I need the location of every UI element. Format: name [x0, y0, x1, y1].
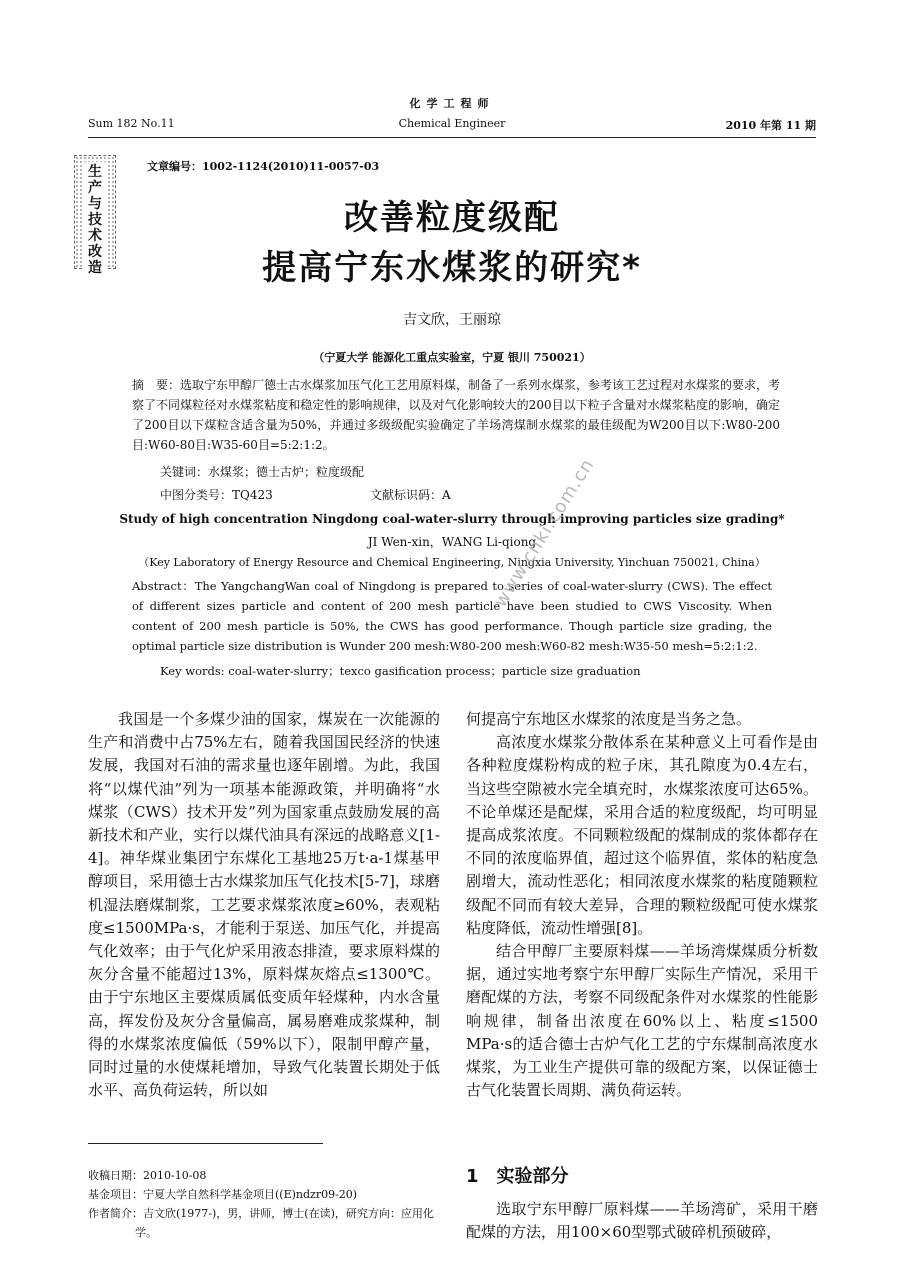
abstract-cn: 摘 要：选取宁东甲醇厂德士古水煤浆加压气化工艺用原料煤，制备了一系列水煤浆，参考该工艺过程对水煤浆的要求，考察了不同煤粒径对水煤浆粘度和稳定性的影响规律，以及对气化影响较大的200目以下粒子含量对水煤浆粘度的影响，确定了200目以下煤粒含适含量为50%，并通过多级级配实验确定了羊场湾煤制水煤浆的最佳级配为W200目以下:W80-200目:W60-80目:W35-60目=5:2:1:2。 — [132, 378, 781, 452]
body-column-right-continued — [466, 1198, 818, 1244]
classification-row — [160, 486, 451, 503]
paragraph: 选取宁东甲醇厂原料煤——羊场湾矿，采用干磨配煤的方法，用100×60型鄂式破碎机预破碎， — [466, 1200, 818, 1242]
journal-name-en: Chemical Engineer — [398, 117, 506, 130]
fund-project: 基金项目：宁夏大学自然科学基金项目((E)ndzr09-20) — [88, 1188, 358, 1201]
title-en: Study of high concentration Ningdong coal-water-slurry through improving particles size grading* — [119, 512, 785, 526]
paragraph: 结合甲醇厂主要原料煤——羊场湾煤煤质分析数据，通过实地考察宁东甲醇厂实际生产情况，采用干磨配煤的方法，考察不同级配条件对水煤浆的性能影响规律，制备出浓度在60%以上、粘度≤1500 MPa·s的适合德士古炉气化工艺的宁东煤制高浓度水煤浆，为工业生产提供可靠的级配方案，以保证德士古气化装置长周期、满负荷运转。 — [466, 942, 818, 1100]
affiliation: （宁夏大学 能源化工重点实验室，宁夏 银川 750021） — [313, 351, 591, 364]
paragraph: 高浓度水煤浆分散体系在某种意义上可看作是由各种粒度煤粉构成的粒子床，其孔隙度为0.4左右，当这些空隙被水完全填充时，水煤浆浓度可达65%。不论单煤还是配煤，采用合适的粒度级配，均可明显提高成浆浓度。不同颗粒级配的煤制成的浆体都存在不同的浓度临界值，超过这个临界值，浆体的粘度急剧增大，流动性恶化；相同浓度水煤浆的粘度随颗粒级配不同而有较大差异，合理的颗粒级配可使水煤浆粘度降低，流动性增强[8]。 — [466, 733, 818, 937]
authors: 吉文欣，王丽琼 — [403, 312, 501, 328]
title-line-2: 提高宁东水煤浆的研究* — [262, 248, 642, 288]
classification-number: 中图分类号：TQ423 — [160, 488, 273, 502]
author-bio: 作者简介：吉文欣(1977-)，男，讲师，博士(在读)，研究方向：应用化学。 — [88, 1207, 434, 1239]
paragraph: 我国是一个多煤少油的国家，煤炭在一次能源的生产和消费中占75%左右，随着我国国民经济的快速发展，我国对石油的需求量也逐年剧增。为此，我国将“以煤代油”列为一项基本能源政策，并明确将“水煤浆（CWS）技术开发”列为国家重点鼓励发展的高新技术和产业，实行以煤代油具有深远的战略意义[1-4]。神华煤业集团宁东煤化工基地25万t·a-1煤基甲醇项目，采用德士古水煤浆加压气化技术[5-7]，球磨机湿法磨煤制浆，工艺要求煤浆浓度≥60%，表观粘度≤1500MPa·s，才能利于泵送、加压气化，并提高气化效率；由于气化炉采用液态排渣，要求原料煤的灰分含量不能超过13%，原料煤灰熔点≤1300℃。由于宁东地区主要煤质属低变质年轻煤种，内水含量高，挥发份及灰分含量偏高，属易磨难成浆煤种，制得的水煤浆浓度偏低（59%以下），限制甲醇产量，同时过量的水使煤耗增加，导致气化装置长期处于低水平、高负荷运转，所以如 — [88, 710, 440, 1100]
body-column-left — [88, 708, 440, 1102]
keywords-cn: 关键词：水煤浆；德士古炉；粒度级配 — [160, 465, 365, 479]
abstract-en: Abstract：The YangchangWan coal of Ningdong is prepared to series of coal-water-slurry (CWS). The effect of different sizes particle and content of 200 mesh particle have been studied to CWS Viscosity. When content of 200 mesh particle is 50%, the CWS has good performance. Though particle size grading, the optimal particle size distribution is Wunder 200 mesh:W80-200 mesh:W60-82 mesh:W35-50 mesh=5:2:1:2. — [132, 579, 772, 653]
body-column-right — [466, 708, 818, 1102]
title-line-1: 改善粒度级配 — [344, 198, 560, 238]
journal-name-cn: 化学工程师 — [409, 97, 495, 110]
authors-en: JI Wen-xin，WANG Li-qiong — [367, 535, 537, 549]
paragraph: 何提高宁东地区水煤浆的浓度是当务之急。 — [466, 710, 752, 728]
issue-number: Sum 182 No.11 — [88, 117, 175, 130]
header-rule — [88, 137, 816, 138]
received-date: 收稿日期：2010-10-08 — [88, 1169, 207, 1182]
footnotes — [88, 1166, 440, 1242]
watermark: www.cnki.com.cn — [490, 454, 599, 612]
column-tag-text: 生产与技术改造 — [84, 162, 106, 278]
footnote-rule — [88, 1143, 323, 1144]
affiliation-en: （Key Laboratory of Energy Resource and Chemical Engineering, Ningxia University, Yinchuan 750021, China） — [138, 556, 766, 569]
running-header — [88, 117, 816, 135]
article-number: 文章编号：1002-1124(2010)11-0057-03 — [147, 160, 380, 173]
keywords-en: Key words: coal-water-slurry；texco gasification process；particle size graduation — [160, 664, 641, 678]
issue-date: 2010 年第 11 期 — [725, 119, 816, 132]
section-heading: 1 实验部分 — [466, 1166, 569, 1187]
document-code: 文献标识码：A — [370, 488, 451, 502]
